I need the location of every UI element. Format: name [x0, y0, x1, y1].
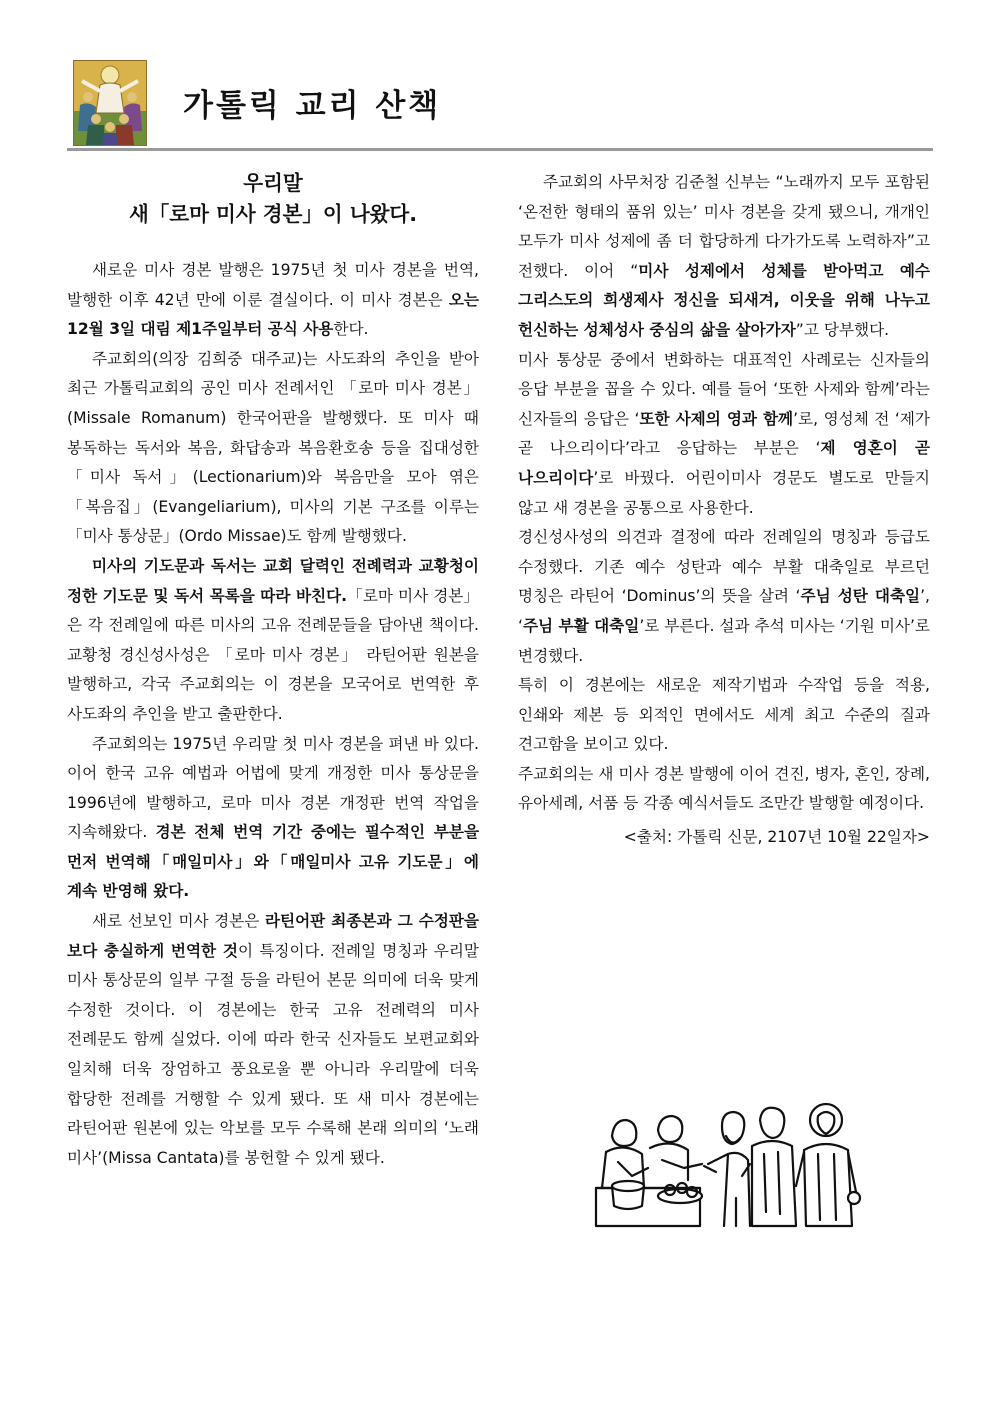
text-run: 주교회의는 1975년 우리말 첫 미사 경본을 펴낸 바 있다. 이어 한국 고유 예법과 어법에 맞게 개정한 미사 통상문을 1996년에 발행하고, 로마 미사 경본 개정판 번역 작업을 지속해왔다. — [67, 734, 479, 842]
text-run: 「로마 미사 경본」은 각 전례일에 따른 미사의 고유 전례문들을 담아낸 책이다. 교황청 경신성사성은 「로마 미사 경본」 라틴어판 원본을 발행하고, 각국 주교회의는 이 경본을 모국어로 번역한 후 사도좌의 추인을 받고 출판한다. — [67, 586, 479, 723]
article-right-column — [518, 168, 930, 853]
christ-with-disciples-icon — [73, 60, 147, 146]
bold-run: 미사의 기도문과 독서는 교회 달력인 전례력과 교황청이 정한 기도문 및 독서 목록을 따라 바친다. — [67, 556, 479, 605]
article-left-column — [67, 168, 479, 1173]
left-paragraph-3 — [67, 552, 479, 730]
text-run: 미사 통상문 중에서 변화하는 대표적인 사례로는 신자들의 응답 부분을 꼽을 수 있다. 예를 들어 ‘또한 사제와 함께’라는 신자들의 응답은 ‘ — [518, 350, 930, 428]
text-run: ”고 당부했다. — [795, 320, 890, 339]
right-paragraph-4: 특히 이 경본에는 새로운 제작기법과 수작업 등을 적용, 인쇄와 제본 등 외적인 면에서도 세계 최고 수준의 질과 견고함을 보이고 있다. — [518, 676, 930, 754]
text-run: 이 특징이다. 전례일 명칭과 우리말 미사 통상문의 일부 구절 등을 라틴어 본문 의미에 더욱 맞게 수정한 것이다. 이 경본에는 한국 고유 전례력의 미사 전례문도 함께 실었다. 이에 따라 한국 신자들도 보편교회와 일치해 더욱 장엄하고 풍요로울 뿐 아니라 우리말에 더욱 합당한 전례를 거행할 수 있게 됐다. 또 새 미사 경본에는 라틴어판 원본에 있는 악보를 모두 수록해 본래 의미의 ‘노래 미사’(Missa Cantata)를 봉헌할 수 있게 됐다. — [67, 941, 479, 1167]
text-run: 경신성사성의 의견과 결정에 따라 전례일의 명칭과 등급도 수정했다. 기존 예수 성탄과 예수 부활 대축일로 부르던 명칭은 라틴어 ‘Dominus’의 뜻을 살려 ‘ — [518, 528, 930, 606]
right-paragraph-2 — [518, 346, 930, 524]
bold-run: 제 영혼이 곧 나으리이다 — [518, 439, 930, 487]
right-paragraph-5: 주교회의는 새 미사 경본 발행에 이어 견진, 병자, 혼인, 장례, 유아세례, 서품 등 각종 예식서들도 조만간 발행할 예정이다. — [518, 764, 930, 813]
text-run: 새로운 미사 경본 발행은 1975년 첫 미사 경본을 번역, 발행한 이후 42년 만에 이룬 결실이다. 이 미사 경본은 — [67, 261, 479, 309]
right-paragraph-3 — [518, 523, 930, 671]
text-run: ’, ‘ — [518, 587, 930, 635]
text-run: 한다. — [333, 320, 369, 339]
text-run: 주교회의 사무처장 김준철 신부는 “노래까지 모두 포함된 ‘온전한 형태의 품위 있는’ 미사 경본을 갖게 됐으니, 개개인 모두가 미사 성제에 좀 더 합당하게 다가가도록 노력하자”고 전했다. 이어 “ — [518, 173, 930, 280]
left-paragraph-5 — [67, 907, 479, 1173]
header-divider — [67, 148, 933, 151]
bold-run: 미사 성제에서 성체를 받아먹고 예수 그리스도의 희생제사 정신을 되새겨, 이웃을 위해 나누고 헌신하는 성체성사 중심의 삶을 살아가자 — [518, 261, 930, 339]
bold-run: 경본 전체 번역 기간 중에는 필수적인 부분을 먼저 번역해「매일미사」와「매일미사 고유 기도문」에 계속 반영해 왔다. — [67, 823, 480, 901]
article-title-line-2: 새「로마 미사 경본」이 나왔다. — [128, 202, 418, 226]
text-run: ’로 바꿨다. 어린이미사 경문도 별도로 만들지 않고 새 경본을 공통으로 사용한다. — [518, 468, 930, 517]
bold-run: 주님 성탄 대축일 — [800, 587, 921, 606]
text-run: 새로 선보인 미사 경본은 — [91, 912, 265, 931]
text-run: ’로, 영성체 전 ‘제가 곧 나으리이다’라고 응답하는 부분은 ‘ — [518, 409, 930, 458]
bold-run: 라틴어판 최종본과 그 수정판을 보다 충실하게 번역한 것 — [67, 912, 479, 960]
left-paragraph-2: 주교회의(의장 김희중 대주교)는 사도좌의 추인을 받아 최근 가톨릭교회의 공인 미사 전례서인 「로마 미사 경본」(Missale Romanum) 한국어판을 발행했다. 또 미사 때 봉독하는 독서와 복음, 화답송과 복음환호송 등을 집대성한 「미사 독서」(Lectionarium)와 복음만을 모아 엮은 「복음집」(Evangeliarium), 미사의 기본 구조를 이루는「미사 통상문」(Ordo Missae)도 함께 발행했다. — [67, 349, 479, 546]
page-title: 가톨릭 교리 산책 — [183, 88, 442, 124]
article-source: <출처: 가톨릭 신문, 2107년 10월 22일자> — [623, 828, 930, 847]
page-header — [67, 58, 933, 150]
article-title — [67, 168, 479, 230]
right-paragraph-1 — [518, 168, 930, 346]
bold-run: 또한 사제의 영과 함께 — [639, 409, 794, 428]
text-run: ’로 부른다. 설과 추석 미사는 ‘기원 미사’로 변경했다. — [518, 616, 930, 665]
sharing-bread-illustration-icon — [592, 1102, 864, 1230]
article-title-line-1: 우리말 — [243, 171, 303, 195]
bold-run: 주님 부활 대축일 — [522, 616, 640, 635]
left-paragraph-4 — [67, 730, 479, 908]
left-paragraph-1 — [67, 256, 479, 345]
bold-run: 오는 12월 3일 대림 제1주일부터 공식 사용 — [67, 290, 479, 339]
